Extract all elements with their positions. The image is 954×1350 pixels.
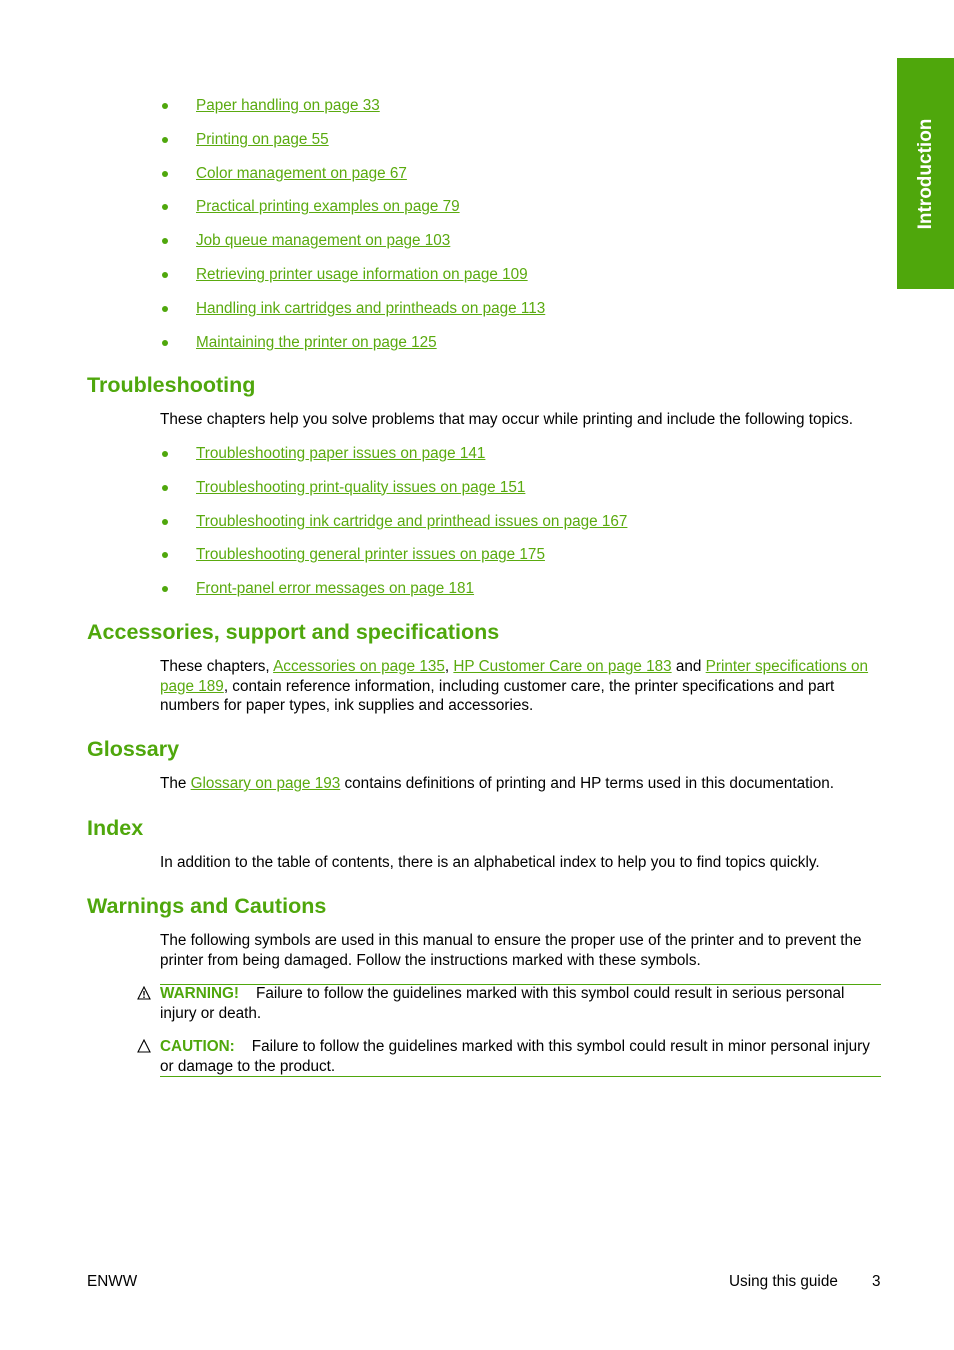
toc-link[interactable]: Handling ink cartridges and printheads on page 113	[196, 299, 546, 317]
warning-text: Failure to follow the guidelines marked with this symbol could result in serious personal injury or death.	[160, 985, 845, 1022]
note-bottom-rule	[160, 1076, 881, 1077]
paragraph-text: These chapters,	[160, 658, 274, 675]
bullet-icon	[162, 519, 168, 525]
list-item	[160, 512, 627, 546]
toc-link[interactable]: Retrieving printer usage information on page 109	[196, 265, 528, 283]
paragraph-text: The	[160, 775, 191, 792]
list-item	[160, 265, 545, 299]
caution-note	[137, 1037, 881, 1076]
top-link-list	[160, 96, 545, 366]
bullet-icon	[162, 340, 168, 346]
hp-customer-care-link[interactable]: HP Customer Care on page 183	[453, 658, 672, 675]
warnings-intro: The following symbols are used in this manual to ensure the proper use of the printer and to prevent the printer from being damaged. Follow the instructions marked with these symbols.	[160, 932, 862, 969]
warning-triangle-icon	[137, 986, 151, 1000]
bullet-icon	[162, 451, 168, 457]
toc-link[interactable]: Job queue management on page 103	[196, 232, 451, 250]
warnings-heading: Warnings and Cautions	[87, 894, 327, 918]
bullet-icon	[162, 586, 168, 592]
index-paragraph: In addition to the table of contents, there is an alphabetical index to help you to find topics quickly.	[160, 854, 820, 871]
footer-section-title: Using this guide	[729, 1273, 838, 1290]
bullet-icon	[162, 306, 168, 312]
list-item	[160, 579, 627, 613]
glossary-paragraph	[160, 774, 882, 794]
toc-link[interactable]: Practical printing examples on page 79	[196, 198, 460, 216]
caution-triangle-icon	[137, 1039, 151, 1053]
list-item	[160, 545, 627, 579]
bullet-icon	[162, 204, 168, 210]
bullet-icon	[162, 552, 168, 558]
warning-note	[137, 984, 881, 1023]
bullet-icon	[162, 103, 168, 109]
list-item	[160, 130, 545, 164]
paragraph-text: ,	[444, 658, 454, 675]
warning-label: WARNING!	[160, 985, 240, 1002]
section-tab-label: Introduction	[914, 118, 936, 229]
list-item	[160, 231, 545, 265]
caution-label: CAUTION:	[160, 1038, 235, 1055]
list-item	[160, 164, 545, 198]
paragraph-text: , contain reference information, including customer care, the printer specifications and part numbers for paper types, ink supplies and accessories.	[160, 677, 835, 714]
accessories-paragraph	[160, 657, 882, 716]
bullet-icon	[162, 171, 168, 177]
troubleshooting-link-list	[160, 444, 627, 613]
glossary-link[interactable]: Glossary on page 193	[190, 775, 341, 792]
accessories-heading: Accessories, support and specifications	[87, 620, 500, 644]
troubleshooting-heading: Troubleshooting	[87, 373, 256, 397]
section-tab	[897, 58, 954, 289]
footer-page-number: 3	[872, 1273, 881, 1290]
list-item	[160, 478, 627, 512]
list-item	[160, 197, 545, 231]
list-item	[160, 333, 545, 367]
bullet-icon	[162, 272, 168, 278]
bullet-icon	[162, 238, 168, 244]
toc-link[interactable]: Maintaining the printer on page 125	[196, 333, 437, 351]
toc-link[interactable]: Troubleshooting general printer issues on page 175	[196, 546, 545, 564]
accessories-link[interactable]: Accessories on page 135	[273, 658, 445, 675]
footer-left: ENWW	[87, 1273, 138, 1290]
list-item	[160, 299, 545, 333]
glossary-heading: Glossary	[87, 737, 180, 761]
toc-link[interactable]: Paper handling on page 33	[196, 97, 380, 114]
toc-link[interactable]: Printing on page 55	[196, 130, 329, 148]
toc-link[interactable]: Color management on page 67	[196, 164, 407, 182]
caution-text: Failure to follow the guidelines marked with this symbol could result in minor personal injury or damage to the product.	[160, 1038, 870, 1075]
paragraph-text: and	[671, 658, 706, 675]
paragraph-text: contains definitions of printing and HP terms used in this documentation.	[340, 775, 835, 792]
bullet-icon	[162, 485, 168, 491]
index-heading: Index	[87, 816, 144, 840]
toc-link[interactable]: Front-panel error messages on page 181	[196, 580, 475, 598]
printer-specifications-link[interactable]: Printer specifications on page 189	[160, 658, 869, 695]
list-item	[160, 96, 545, 130]
troubleshooting-intro: These chapters help you solve problems that may occur while printing and include the following topics.	[160, 411, 853, 428]
warning-text-block	[160, 984, 881, 1023]
toc-link[interactable]: Troubleshooting paper issues on page 141	[196, 445, 486, 462]
caution-text-block	[160, 1037, 881, 1076]
toc-link[interactable]: Troubleshooting print-quality issues on page 151	[196, 478, 526, 496]
toc-link[interactable]: Troubleshooting ink cartridge and printhead issues on page 167	[196, 512, 628, 530]
bullet-icon	[162, 137, 168, 143]
list-item	[160, 444, 627, 478]
